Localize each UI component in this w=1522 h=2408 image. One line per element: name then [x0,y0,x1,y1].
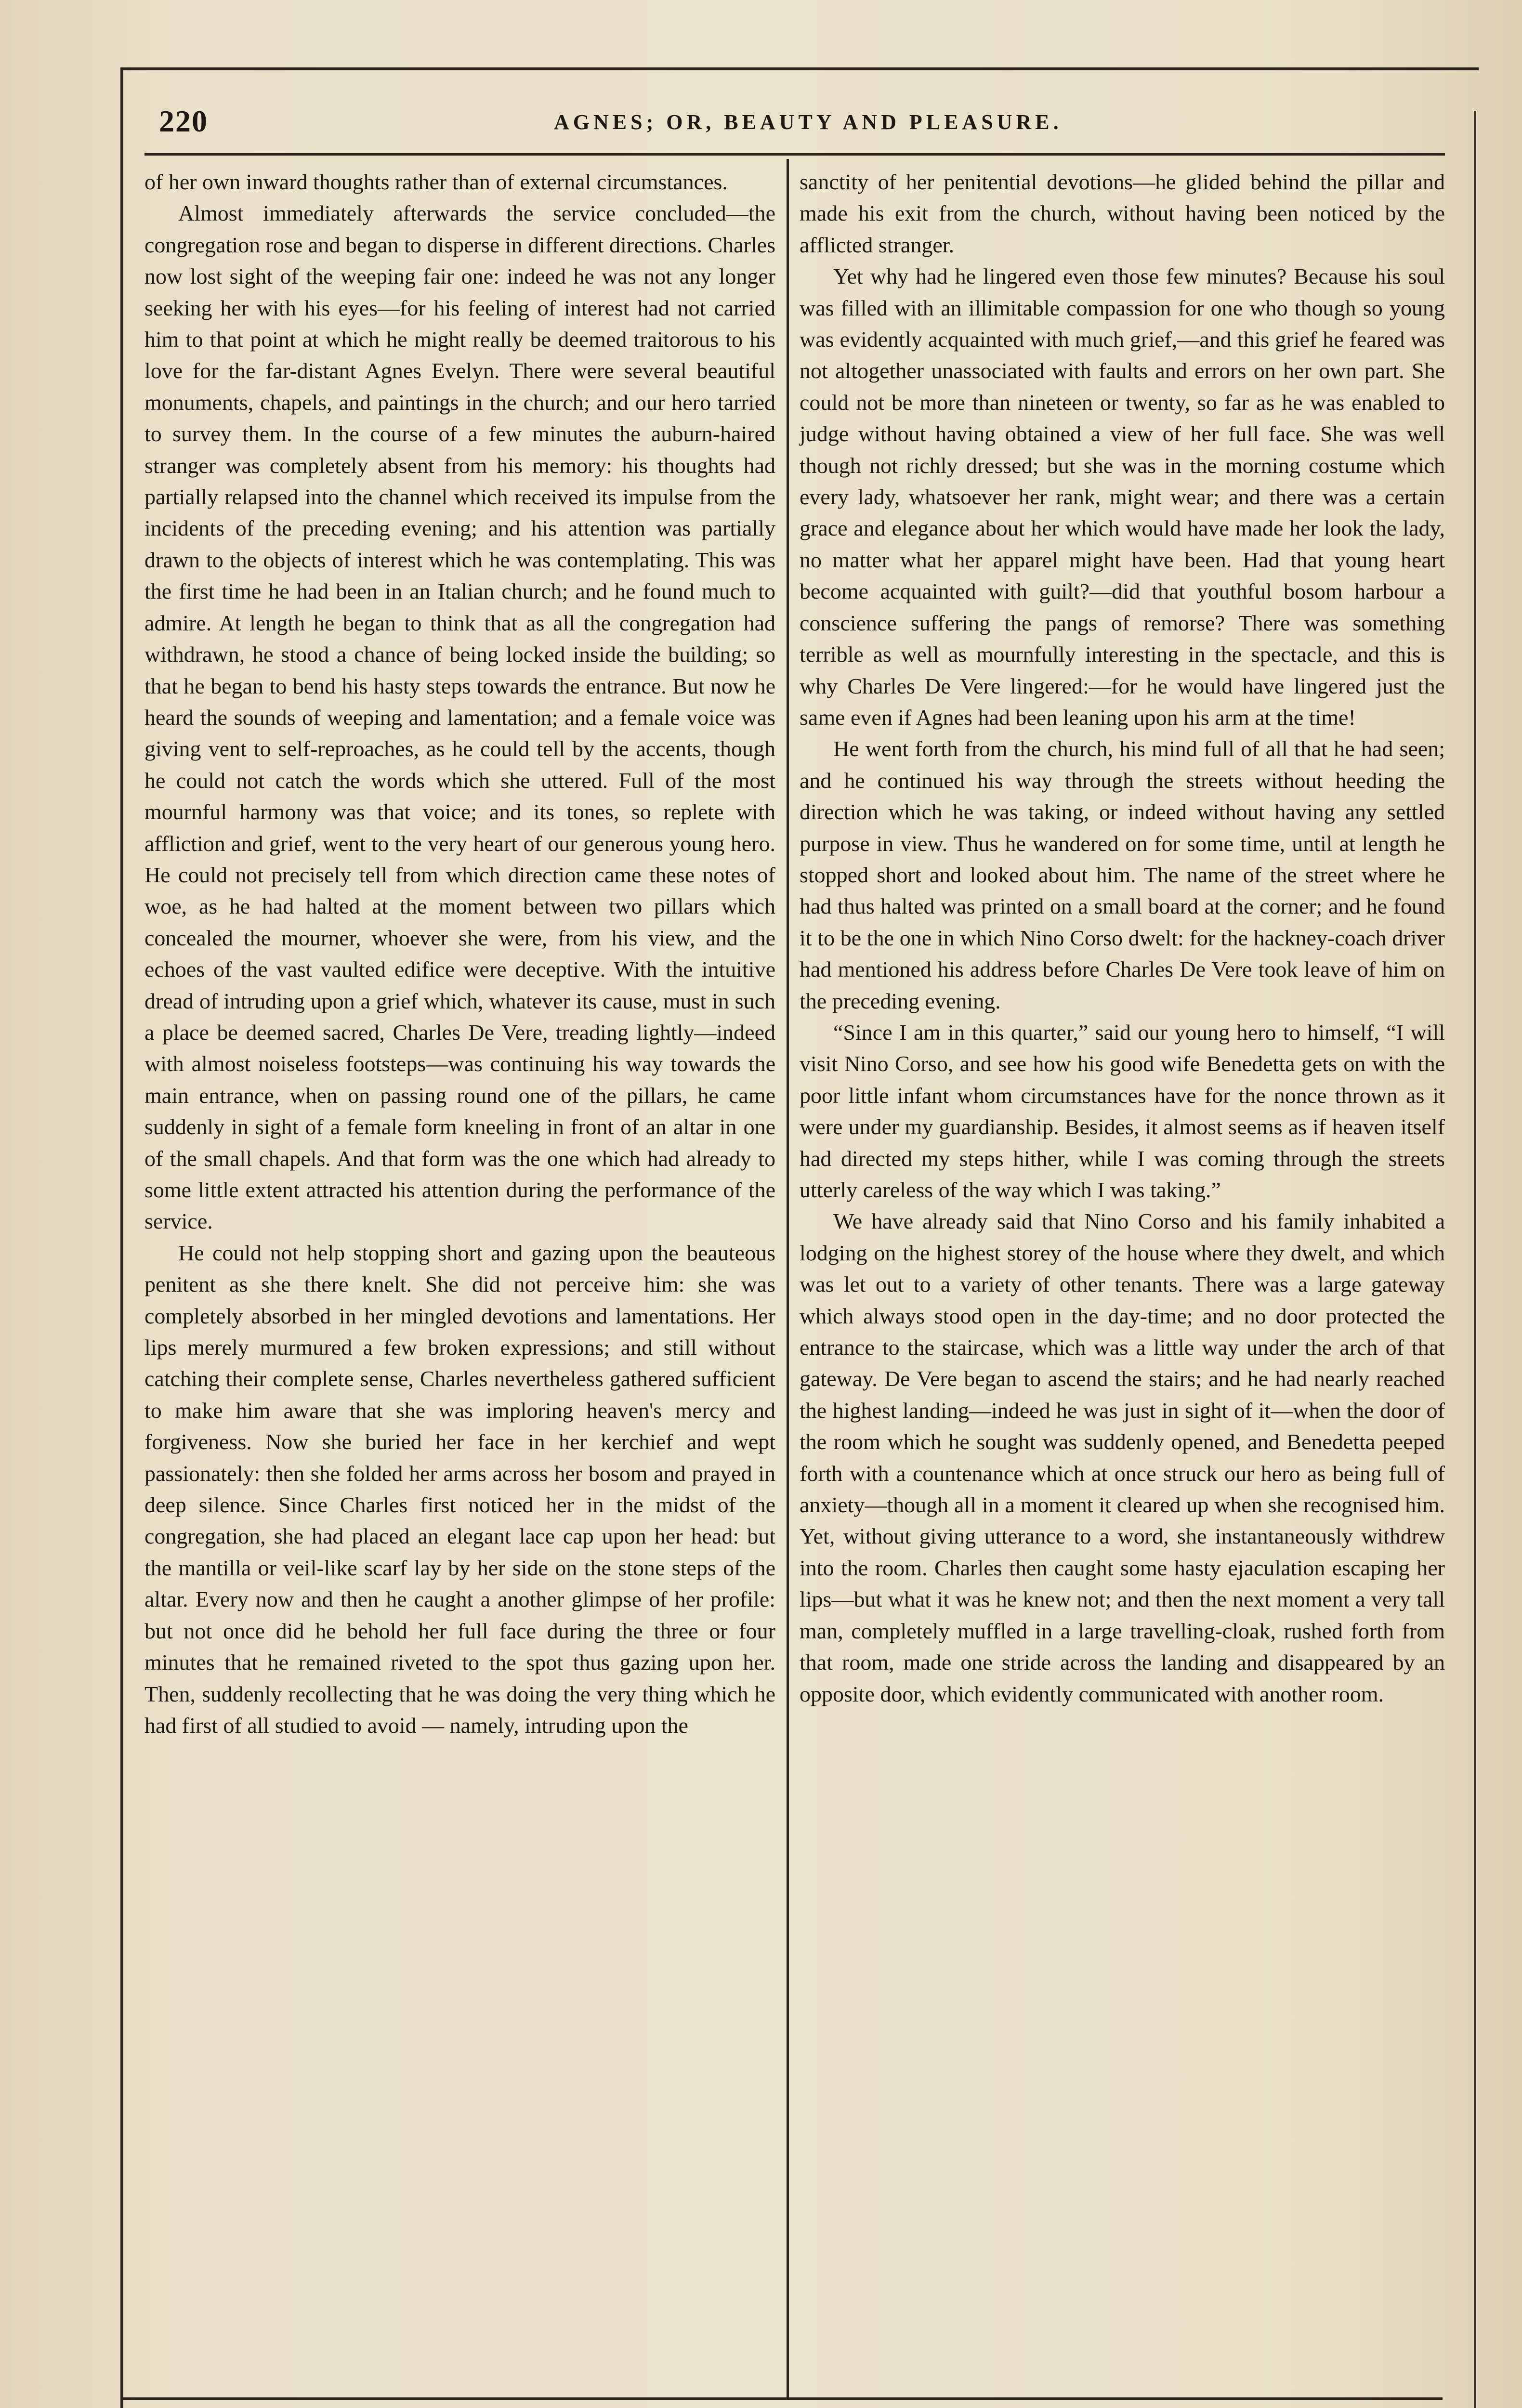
column-divider [787,159,789,2398]
bottom-frame-rule [123,2397,1443,2400]
left-frame-rule [120,67,123,2408]
paragraph: of her own inward thoughts rather than of external circumstances. [144,170,728,194]
page-number: 220 [159,104,208,138]
paragraph: He went forth from the church, his mind full of all that he had seen; and he continued his way through the streets without heeding the direction which he was taking, or indeed without having any settled purpose in view. Thus he wandered on for some time, until at length he stopped short and looked about him. The name of the street where he had thus halted was printed on a small board at the corner; and he found it to be the one in which Nino Corso dwelt: for the hackney-coach driver had mentioned his address before Charles De Vere took leave of him on the preceding evening. [800,736,1445,1013]
paragraph: “Since I am in this quarter,” said our young hero to himself, “I will visit Nino Corso, and see how his good wife Benedetta gets on with the poor little infant whom circumstances have for the nonce thrown as it were under my guardianship. Besides, it almost seems as if heaven itself had directed my steps hither, while I was coming through the streets utterly careless of the way which I was taking.” [800,1020,1445,1202]
right-frame-rule [1474,111,1476,2408]
header-rule [144,153,1445,156]
left-text-column [144,166,775,1741]
paragraph: Almost immediately afterwards the service concluded—the congregation rose and began to disperse in different directions. Charles now lost sight of the weeping fair one: indeed he was not any longer seeking her with his eyes—for his feeling of interest had not carried him to that point at which he might really be deemed traitorous to his love for the far-distant Agnes Evelyn. There were several beautiful monuments, chapels, and paintings in the church; and our hero tarried to survey them. In the course of a few minutes the auburn-haired stranger was completely absent from his memory: his thoughts had partially relapsed into the channel which received its impulse from the incidents of the preceding evening; and his attention was partially drawn to the objects of interest which he was contemplating. This was the first time he had been in an Italian church; and he found much to admire. At length he began to think that as all the congregation had withdrawn, he stood a chance of being locked inside the building; so that he began to bend his hasty steps towards the entrance. But now he heard the sounds of weeping and lamentation; and a female voice was giving vent to self-reproaches, as he could tell by the accents, though he could not catch the words which she uttered. Full of the most mournful harmony was that voice; and its tones, so replete with affliction and grief, went to the very heart of our generous young hero. He could not precisely tell from which direction came these notes of woe, as he had halted at the moment between two pillars which concealed the mourner, whoever she were, from his view, and the echoes of the vast vaulted edifice were deceptive. With the intuitive dread of intruding upon a grief which, whatever its cause, must in such a place be deemed sacred, Charles De Vere, treading lightly—indeed with almost noiseless footsteps—was continuing his way towards the main entrance, when on passing round one of the pillars, he came suddenly in sight of a female form kneeling in front of an altar in one of the small chapels. And that form was the one which had already to some little extent attracted his attention during the performance of the service. [144,201,775,1234]
top-frame-rule [123,67,1479,70]
paragraph: sanctity of her penitential devotions—he glided behind the pillar and made his exit from the church, without having been noticed by the afflicted stranger. [800,170,1445,257]
paragraph: We have already said that Nino Corso and his family inhabited a lodging on the highest storey of the house where they dwelt, and which was let out to a variety of other tenants. There was a large gateway which always stood open in the day-time; and no door protected the entrance to the staircase, which was a little way under the arch of that gateway. De Vere began to ascend the stairs; and he had nearly reached the highest landing—indeed he was just in sight of it—when the door of the room which he sought was suddenly opened, and Benedetta peeped forth with a countenance which at once struck our hero as being full of anxiety—though all in a moment it cleared up when she recognised him. Yet, without giving utterance to a word, she instantaneously withdrew into the room. Charles then caught some hasty ejaculation escaping her lips—but what it was he knew not; and then the next moment a very tall man, completely muffled in a large travelling-cloak, rushed forth from that room, made one stride across the landing and disappeared by an opposite door, which evidently communicated with another room. [800,1209,1445,1706]
paragraph: Yet why had he lingered even those few minutes? Because his soul was filled with an illimitable compassion for one who though so young was evidently acquainted with much grief,—and this grief he feared was not altogether unassociated with faults and errors on her own part. She could not be more than nineteen or twenty, so far as he was enabled to judge without having obtained a view of her full face. She was well though not richly dressed; but she was in the morning costume which every lady, whatsoever her rank, might wear; and there was a certain grace and elegance about her which would have made her look the lady, no matter what her apparel might have been. Had that young heart become acquainted with guilt?—did that youthful bosom harbour a conscience suffering the pangs of remorse? There was something terrible as well as mournfully interesting in the spectacle, and this is why Charles De Vere lingered:—for he would have lingered just the same even if Agnes had been leaning upon his arm at the time! [800,264,1445,730]
running-title: AGNES; OR, BEAUTY AND PLEASURE. [554,110,1063,134]
paragraph: He could not help stopping short and gazing upon the beauteous penitent as she there knelt. She did not perceive him: she was completely absorbed in her mingled devotions and lamentations. Her lips merely murmured a few broken expressions; and still without catching their complete sense, Charles nevertheless gathered sufficient to make him aware that she was imploring heaven's mercy and forgiveness. Now she buried her face in her kerchief and wept passionately: then she folded her arms across her bosom and prayed in deep silence. Since Charles first noticed her in the midst of the congregation, she had placed an elegant lace cap upon her head: but the mantilla or veil-like scarf lay by her side on the stone steps of the altar. Every now and then he caught a another glimpse of her profile: but not once did he behold her full face during the three or four minutes that he remained riveted to the spot thus gazing upon her. Then, suddenly recollecting that he was doing the very thing which he had first of all studied to avoid — namely, intruding upon the [144,1240,775,1738]
right-text-column [800,166,1445,1710]
